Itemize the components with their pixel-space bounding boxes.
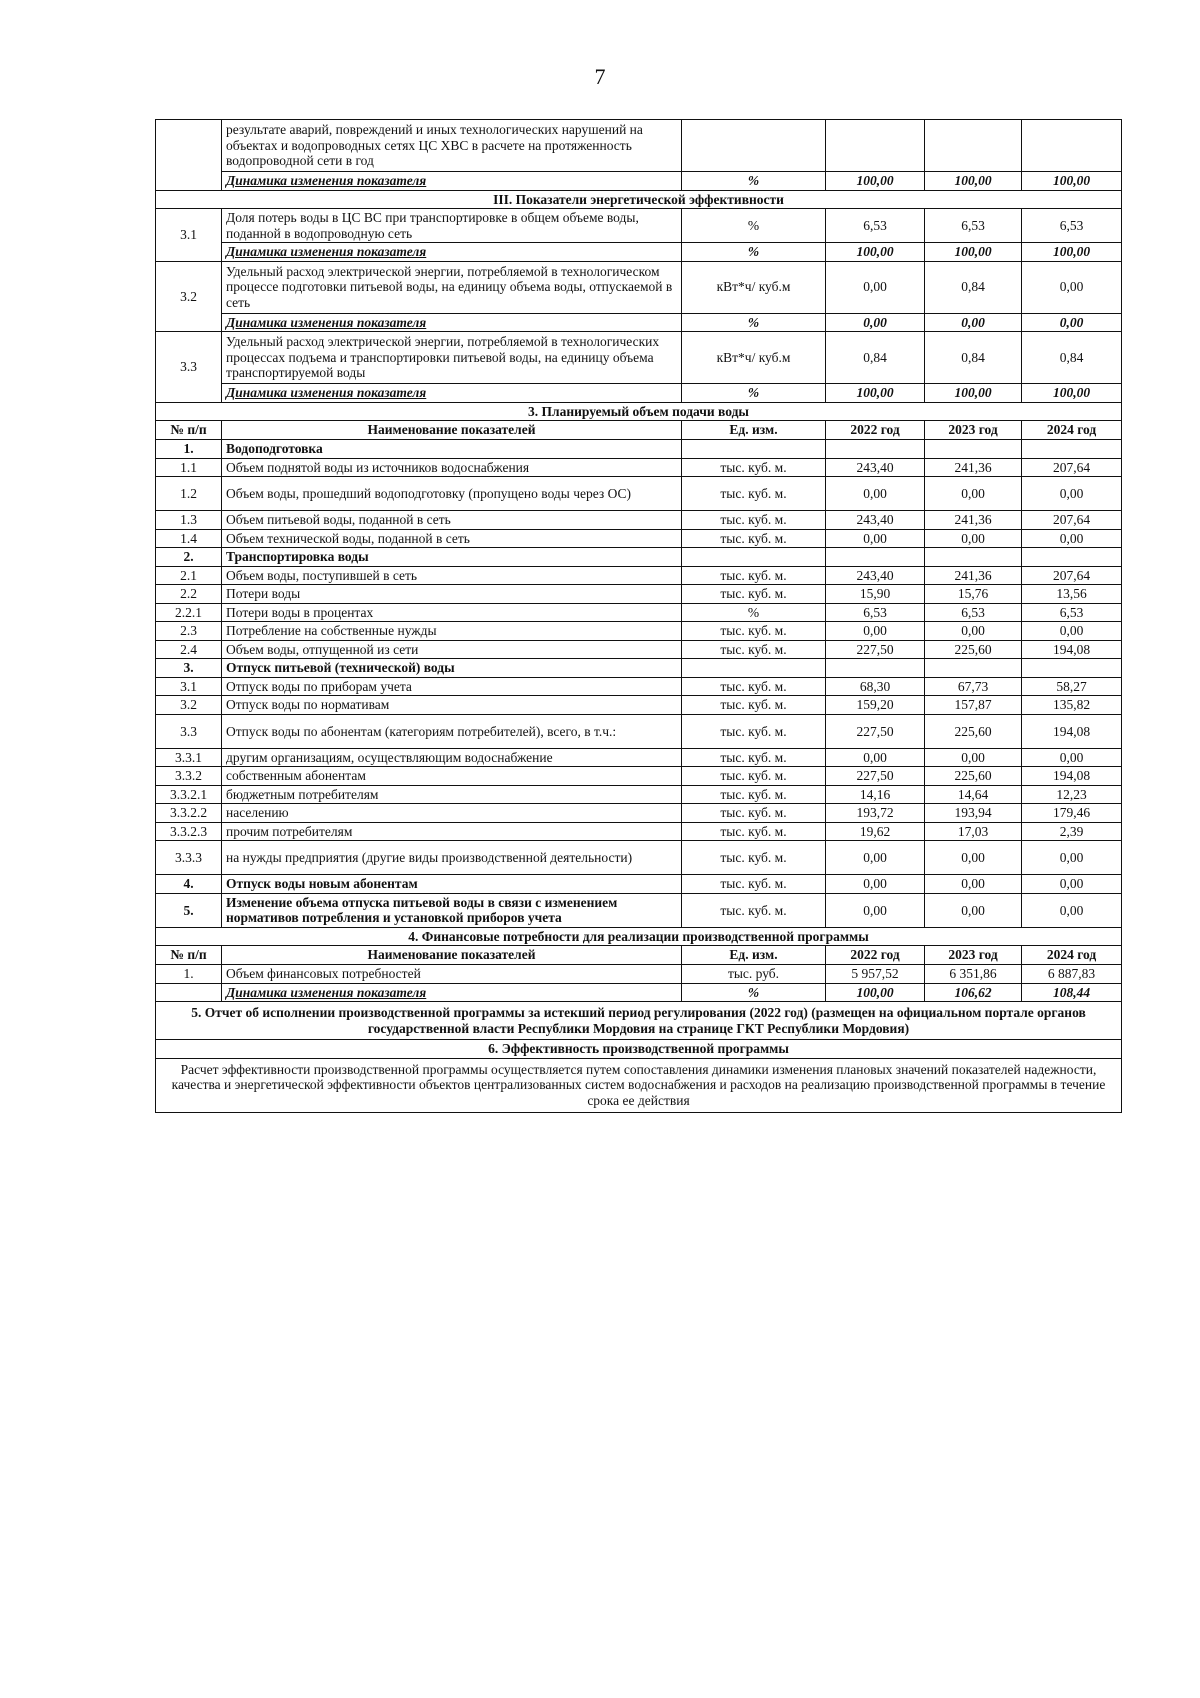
row-value: 6,53 bbox=[925, 603, 1022, 622]
volume-row bbox=[156, 893, 1122, 927]
dynamics-value: 100,00 bbox=[1022, 243, 1122, 262]
dynamics-label: Динамика изменения показателя bbox=[222, 983, 682, 1002]
row-value: 241,36 bbox=[925, 566, 1022, 585]
dynamics-unit: % bbox=[682, 983, 826, 1002]
row-value: 157,87 bbox=[925, 696, 1022, 715]
row-name: Изменение объема отпуска питьевой воды в связи с изменением нормативов потребления и установкой приборов учета bbox=[222, 893, 682, 927]
dynamics-value: 100,00 bbox=[1022, 172, 1122, 191]
row-value: 17,03 bbox=[925, 822, 1022, 841]
row-value: 193,72 bbox=[826, 804, 925, 823]
volume-row bbox=[156, 748, 1122, 767]
row-value: 0,84 bbox=[1022, 332, 1122, 384]
row-value bbox=[1022, 548, 1122, 567]
row-value: 6,53 bbox=[1022, 209, 1122, 243]
volume-row bbox=[156, 529, 1122, 548]
row-unit: тыс. куб. м. bbox=[682, 714, 826, 748]
row-unit: тыс. куб. м. bbox=[682, 841, 826, 875]
row-name: Потери воды в процентах bbox=[222, 603, 682, 622]
header-num: № п/п bbox=[156, 946, 222, 965]
dynamics-value: 106,62 bbox=[925, 983, 1022, 1002]
row-number: 1.2 bbox=[156, 477, 222, 511]
row-value bbox=[826, 659, 925, 678]
row-value: 0,00 bbox=[925, 529, 1022, 548]
dynamics-value: 100,00 bbox=[925, 243, 1022, 262]
row-value: 0,00 bbox=[925, 477, 1022, 511]
dynamics-label: Динамика изменения показателя bbox=[222, 172, 682, 191]
row-name: прочим потребителям bbox=[222, 822, 682, 841]
volume-row bbox=[156, 822, 1122, 841]
dynamics-value: 100,00 bbox=[826, 243, 925, 262]
row-value: 15,90 bbox=[826, 585, 925, 604]
volume-row bbox=[156, 603, 1122, 622]
row-unit: тыс. куб. м. bbox=[682, 585, 826, 604]
row-name: Потери воды bbox=[222, 585, 682, 604]
dynamics-value: 100,00 bbox=[826, 172, 925, 191]
row-unit: тыс. руб. bbox=[682, 964, 826, 983]
volume-row bbox=[156, 622, 1122, 641]
row-value: 14,16 bbox=[826, 785, 925, 804]
row-number: 2.2 bbox=[156, 585, 222, 604]
row-number: 3.3.1 bbox=[156, 748, 222, 767]
row-unit: тыс. куб. м. bbox=[682, 875, 826, 894]
continued-dynamics-row bbox=[156, 172, 1122, 191]
row-value: 0,84 bbox=[826, 332, 925, 384]
dynamics-value: 100,00 bbox=[826, 384, 925, 403]
energy-dynamics-row bbox=[156, 384, 1122, 403]
volume-row bbox=[156, 767, 1122, 786]
row-name: Водоподготовка bbox=[222, 440, 682, 459]
row-unit: тыс. куб. м. bbox=[682, 458, 826, 477]
row-name: Объем питьевой воды, поданной в сеть bbox=[222, 511, 682, 530]
row-value: 68,30 bbox=[826, 677, 925, 696]
program-table bbox=[155, 119, 1122, 1113]
row-unit bbox=[682, 548, 826, 567]
energy-section-title-text: III. Показатели энергетической эффективности bbox=[156, 190, 1122, 209]
row-value: 0,00 bbox=[826, 841, 925, 875]
row-value: 0,00 bbox=[826, 622, 925, 641]
dynamics-value: 108,44 bbox=[1022, 983, 1122, 1002]
row-number: 5. bbox=[156, 893, 222, 927]
row-value: 0,00 bbox=[925, 748, 1022, 767]
row-name: Объем воды, отпущенной из сети bbox=[222, 640, 682, 659]
report-section-title bbox=[156, 1002, 1122, 1040]
row-value: 0,00 bbox=[826, 748, 925, 767]
volume-row bbox=[156, 585, 1122, 604]
volume-row bbox=[156, 659, 1122, 678]
row-name: на нужды предприятия (другие виды производственной деятельности) bbox=[222, 841, 682, 875]
row-number: 1.4 bbox=[156, 529, 222, 548]
row-value: 0,00 bbox=[925, 875, 1022, 894]
dynamics-value: 100,00 bbox=[925, 172, 1022, 191]
row-value: 225,60 bbox=[925, 767, 1022, 786]
row-value: 13,56 bbox=[1022, 585, 1122, 604]
energy-dynamics-row bbox=[156, 313, 1122, 332]
continued-name: результате аварий, повреждений и иных технологических нарушений на объектах и водопроводных сетях ЦС ХВС в расчете на протяженность водопроводной сети в год bbox=[222, 120, 682, 172]
row-unit: % bbox=[682, 209, 826, 243]
row-value: 241,36 bbox=[925, 458, 1022, 477]
row-value: 194,08 bbox=[1022, 714, 1122, 748]
row-name: Удельный расход электрической энергии, потребляемой в технологических процессах подъема и транспортировки питьевой воды, на единицу объема транспортируемой воды bbox=[222, 332, 682, 384]
row-value: 225,60 bbox=[925, 640, 1022, 659]
row-number: 2.1 bbox=[156, 566, 222, 585]
row-value: 0,00 bbox=[925, 622, 1022, 641]
dynamics-value: 100,00 bbox=[1022, 384, 1122, 403]
row-unit: тыс. куб. м. bbox=[682, 566, 826, 585]
row-name: Отпуск питьевой (технической) воды bbox=[222, 659, 682, 678]
volume-row bbox=[156, 548, 1122, 567]
row-unit: тыс. куб. м. bbox=[682, 622, 826, 641]
volume-row bbox=[156, 458, 1122, 477]
header-unit: Ед. изм. bbox=[682, 946, 826, 965]
row-number: 3.2 bbox=[156, 261, 222, 332]
row-name: Объем технической воды, поданной в сеть bbox=[222, 529, 682, 548]
efficiency-section-title bbox=[156, 1040, 1122, 1059]
row-value: 0,00 bbox=[826, 261, 925, 313]
row-value: 0,00 bbox=[1022, 841, 1122, 875]
row-value bbox=[1022, 440, 1122, 459]
row-value: 0,00 bbox=[925, 841, 1022, 875]
dynamics-label: Динамика изменения показателя bbox=[222, 313, 682, 332]
finance-dynamics-row bbox=[156, 983, 1122, 1002]
energy-row bbox=[156, 261, 1122, 313]
dynamics-unit: % bbox=[682, 313, 826, 332]
dynamics-label: Динамика изменения показателя bbox=[222, 243, 682, 262]
report-section-title-text: 5. Отчет об исполнении производственной программы за истекший период регулирования (2022 год) (размещен на официальном портале органов государственной власти Республики Мордовия на странице ГКТ Республики Мордовия) bbox=[156, 1002, 1122, 1040]
row-value: 241,36 bbox=[925, 511, 1022, 530]
row-number: 3.1 bbox=[156, 677, 222, 696]
energy-section-title bbox=[156, 190, 1122, 209]
volume-row bbox=[156, 640, 1122, 659]
row-name: Объем воды, поступившей в сеть bbox=[222, 566, 682, 585]
dynamics-value: 0,00 bbox=[925, 313, 1022, 332]
continued-value bbox=[925, 120, 1022, 172]
row-value: 243,40 bbox=[826, 511, 925, 530]
row-value: 0,00 bbox=[1022, 622, 1122, 641]
row-unit: тыс. куб. м. bbox=[682, 767, 826, 786]
row-value: 207,64 bbox=[1022, 566, 1122, 585]
row-number: 3.3 bbox=[156, 332, 222, 403]
row-value: 0,00 bbox=[826, 477, 925, 511]
row-unit: тыс. куб. м. bbox=[682, 822, 826, 841]
row-value: 0,00 bbox=[1022, 893, 1122, 927]
row-unit: тыс. куб. м. bbox=[682, 748, 826, 767]
row-value: 193,94 bbox=[925, 804, 1022, 823]
row-value: 0,00 bbox=[925, 893, 1022, 927]
row-value: 0,84 bbox=[925, 332, 1022, 384]
row-name: Отпуск воды по абонентам (категориям потребителей), всего, в т.ч.: bbox=[222, 714, 682, 748]
row-number: 3.3.2.1 bbox=[156, 785, 222, 804]
continued-value bbox=[826, 120, 925, 172]
row-value: 58,27 bbox=[1022, 677, 1122, 696]
row-number: 1.1 bbox=[156, 458, 222, 477]
row-number: 1. bbox=[156, 440, 222, 459]
finance-row bbox=[156, 964, 1122, 983]
dynamics-value: 0,00 bbox=[1022, 313, 1122, 332]
row-value bbox=[826, 548, 925, 567]
header-name: Наименование показателей bbox=[222, 421, 682, 440]
header-name: Наименование показателей bbox=[222, 946, 682, 965]
row-value: 225,60 bbox=[925, 714, 1022, 748]
row-unit bbox=[682, 440, 826, 459]
volume-row bbox=[156, 804, 1122, 823]
row-name: Отпуск воды новым абонентам bbox=[222, 875, 682, 894]
row-name: Объем воды, прошедший водоподготовку (пропущено воды через ОС) bbox=[222, 477, 682, 511]
row-value: 6,53 bbox=[925, 209, 1022, 243]
row-unit: тыс. куб. м. bbox=[682, 477, 826, 511]
row-value: 243,40 bbox=[826, 566, 925, 585]
row-number: 3. bbox=[156, 659, 222, 678]
row-unit: тыс. куб. м. bbox=[682, 529, 826, 548]
volume-section-title-text: 3. Планируемый объем подачи воды bbox=[156, 402, 1122, 421]
row-value: 135,82 bbox=[1022, 696, 1122, 715]
dynamics-value: 100,00 bbox=[826, 983, 925, 1002]
header-num: № п/п bbox=[156, 421, 222, 440]
volume-row bbox=[156, 785, 1122, 804]
dynamics-value: 0,00 bbox=[826, 313, 925, 332]
row-value: 159,20 bbox=[826, 696, 925, 715]
row-number: 3.2 bbox=[156, 696, 222, 715]
row-value bbox=[1022, 659, 1122, 678]
row-value: 0,00 bbox=[1022, 875, 1122, 894]
row-name: населению bbox=[222, 804, 682, 823]
finance-section-title bbox=[156, 927, 1122, 946]
row-name: Доля потерь воды в ЦС ВС при транспортировке в общем объеме воды, поданной в водопроводную сеть bbox=[222, 209, 682, 243]
row-unit: тыс. куб. м. bbox=[682, 804, 826, 823]
row-number: 3.3.2 bbox=[156, 767, 222, 786]
row-value: 227,50 bbox=[826, 640, 925, 659]
energy-dynamics-row bbox=[156, 243, 1122, 262]
header-year-2024: 2024 год bbox=[1022, 421, 1122, 440]
continued-num-cell bbox=[156, 120, 222, 191]
row-value: 0,84 bbox=[925, 261, 1022, 313]
energy-row bbox=[156, 209, 1122, 243]
row-number: 3.3.2.3 bbox=[156, 822, 222, 841]
row-unit: тыс. куб. м. bbox=[682, 640, 826, 659]
row-value: 0,00 bbox=[1022, 529, 1122, 548]
row-value: 67,73 bbox=[925, 677, 1022, 696]
row-value: 227,50 bbox=[826, 714, 925, 748]
row-unit: тыс. куб. м. bbox=[682, 677, 826, 696]
volume-row bbox=[156, 714, 1122, 748]
row-value: 0,00 bbox=[1022, 748, 1122, 767]
row-name: Отпуск воды по нормативам bbox=[222, 696, 682, 715]
row-value: 194,08 bbox=[1022, 767, 1122, 786]
volume-row bbox=[156, 440, 1122, 459]
row-number: 1.3 bbox=[156, 511, 222, 530]
row-value: 0,00 bbox=[826, 529, 925, 548]
row-name: Объем финансовых потребностей bbox=[222, 964, 682, 983]
row-value: 12,23 bbox=[1022, 785, 1122, 804]
row-value bbox=[925, 548, 1022, 567]
row-value: 6,53 bbox=[1022, 603, 1122, 622]
row-value bbox=[826, 440, 925, 459]
row-number: 2.4 bbox=[156, 640, 222, 659]
row-number: 3.3 bbox=[156, 714, 222, 748]
row-unit bbox=[682, 659, 826, 678]
row-value: 0,00 bbox=[826, 893, 925, 927]
volume-row bbox=[156, 677, 1122, 696]
volume-section-title bbox=[156, 402, 1122, 421]
volume-header-row bbox=[156, 421, 1122, 440]
efficiency-section-title-text: 6. Эффективность производственной программы bbox=[156, 1040, 1122, 1059]
row-number: 3.3.2.2 bbox=[156, 804, 222, 823]
row-name: Транспортировка воды bbox=[222, 548, 682, 567]
row-unit: % bbox=[682, 603, 826, 622]
dynamics-label: Динамика изменения показателя bbox=[222, 384, 682, 403]
row-name: собственным абонентам bbox=[222, 767, 682, 786]
row-value: 207,64 bbox=[1022, 511, 1122, 530]
row-name: другим организациям, осуществляющим водоснабжение bbox=[222, 748, 682, 767]
row-value: 227,50 bbox=[826, 767, 925, 786]
continued-value bbox=[1022, 120, 1122, 172]
volume-row bbox=[156, 566, 1122, 585]
row-unit: тыс. куб. м. bbox=[682, 893, 826, 927]
row-value: 5 957,52 bbox=[826, 964, 925, 983]
row-value bbox=[925, 440, 1022, 459]
header-year-2023: 2023 год bbox=[925, 421, 1022, 440]
row-value: 2,39 bbox=[1022, 822, 1122, 841]
header-year-2023: 2023 год bbox=[925, 946, 1022, 965]
row-number: 4. bbox=[156, 875, 222, 894]
dynamics-unit: % bbox=[682, 384, 826, 403]
continued-row bbox=[156, 120, 1122, 172]
efficiency-text bbox=[156, 1058, 1122, 1112]
page-number: 7 bbox=[594, 64, 606, 89]
row-value: 194,08 bbox=[1022, 640, 1122, 659]
header-unit: Ед. изм. bbox=[682, 421, 826, 440]
continued-unit bbox=[682, 120, 826, 172]
row-value: 6,53 bbox=[826, 603, 925, 622]
row-value: 179,46 bbox=[1022, 804, 1122, 823]
row-value: 0,00 bbox=[826, 875, 925, 894]
row-name: Объем поднятой воды из источников водоснабжения bbox=[222, 458, 682, 477]
row-unit: тыс. куб. м. bbox=[682, 511, 826, 530]
row-unit: кВт*ч/ куб.м bbox=[682, 261, 826, 313]
row-number: 3.3.3 bbox=[156, 841, 222, 875]
header-year-2022: 2022 год bbox=[826, 421, 925, 440]
row-unit: тыс. куб. м. bbox=[682, 785, 826, 804]
row-value bbox=[925, 659, 1022, 678]
row-unit: кВт*ч/ куб.м bbox=[682, 332, 826, 384]
row-value: 0,00 bbox=[1022, 477, 1122, 511]
volume-row bbox=[156, 875, 1122, 894]
row-value: 243,40 bbox=[826, 458, 925, 477]
row-number: 2. bbox=[156, 548, 222, 567]
row-number: 3.1 bbox=[156, 209, 222, 262]
row-value: 14,64 bbox=[925, 785, 1022, 804]
row-value: 6 887,83 bbox=[1022, 964, 1122, 983]
row-value: 19,62 bbox=[826, 822, 925, 841]
row-name: Удельный расход электрической энергии, потребляемой в технологическом процессе подготовки питьевой воды, на единицу объема воды, отпускаемой в сеть bbox=[222, 261, 682, 313]
header-year-2024: 2024 год bbox=[1022, 946, 1122, 965]
efficiency-text-text: Расчет эффективности производственной программы осуществляется путем сопоставления динамики изменения плановых значений показателей надежности, качества и энергетической эффективности объектов централизованных систем водоснабжения и расходов на реализацию производственной программы в течение срока ее действия bbox=[156, 1058, 1122, 1112]
row-value: 6,53 bbox=[826, 209, 925, 243]
energy-row bbox=[156, 332, 1122, 384]
row-name: Потребление на собственные нужды bbox=[222, 622, 682, 641]
row-value: 6 351,86 bbox=[925, 964, 1022, 983]
volume-row bbox=[156, 696, 1122, 715]
row-value: 207,64 bbox=[1022, 458, 1122, 477]
volume-row bbox=[156, 841, 1122, 875]
row-number: 2.3 bbox=[156, 622, 222, 641]
dynamics-value: 100,00 bbox=[925, 384, 1022, 403]
dynamics-unit: % bbox=[682, 243, 826, 262]
row-value: 15,76 bbox=[925, 585, 1022, 604]
row-name: Отпуск воды по приборам учета bbox=[222, 677, 682, 696]
row-unit: тыс. куб. м. bbox=[682, 696, 826, 715]
row-name: бюджетным потребителям bbox=[222, 785, 682, 804]
volume-row bbox=[156, 477, 1122, 511]
header-year-2022: 2022 год bbox=[826, 946, 925, 965]
dynamics-unit: % bbox=[682, 172, 826, 191]
finance-header-row bbox=[156, 946, 1122, 965]
row-value: 0,00 bbox=[1022, 261, 1122, 313]
dynamics-num-cell bbox=[156, 983, 222, 1002]
row-number: 2.2.1 bbox=[156, 603, 222, 622]
volume-row bbox=[156, 511, 1122, 530]
row-number: 1. bbox=[156, 964, 222, 983]
finance-section-title-text: 4. Финансовые потребности для реализации производственной программы bbox=[156, 927, 1122, 946]
